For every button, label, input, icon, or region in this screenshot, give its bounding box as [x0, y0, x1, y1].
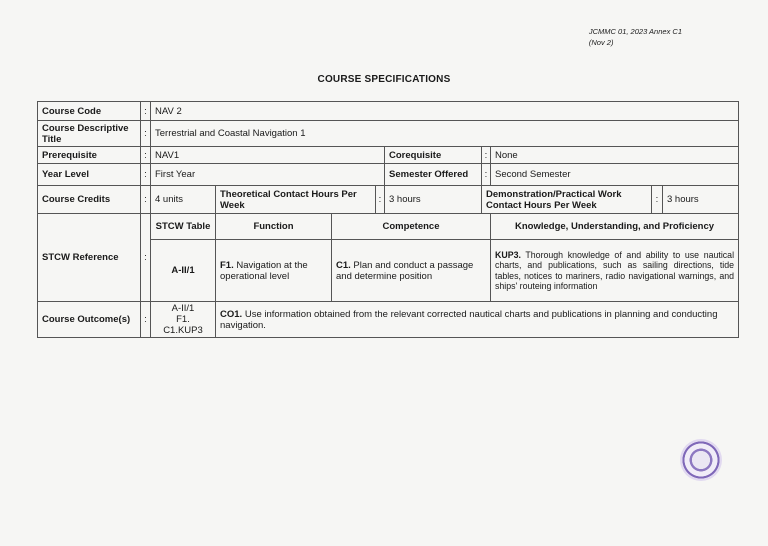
outcome-reference: A-II/1 F1. C1.KUP3: [151, 302, 216, 338]
competence-header: Competence: [332, 214, 491, 240]
prerequisite-label: Prerequisite: [38, 147, 141, 164]
course-code-value: NAV 2: [151, 102, 739, 121]
semester-label: Semester Offered: [385, 164, 482, 186]
demo-hours-label: Demonstration/Practical Work Contact Hours Per Week: [482, 186, 652, 214]
row-course-credits: Course Credits : 4 units Theoretical Contact Hours Per Week : 3 hours Demonstration/Practical Work Contact Hours Per Week : 3 hours: [38, 186, 739, 214]
descriptive-title-label: Course Descriptive Title: [38, 121, 141, 147]
kup-value: KUP3. Thorough knowledge of and ability to use nautical charts, and publications, such as sailing directions, tide tables, notices to mariners, radio navigational warnings, and ships' routeing information: [491, 240, 739, 302]
function-header: Function: [216, 214, 332, 240]
theory-hours-value: 3 hours: [385, 186, 482, 214]
row-course-code: Course Code : NAV 2: [38, 102, 739, 121]
course-code-label: Course Code: [38, 102, 141, 121]
descriptive-title-value: Terrestrial and Coastal Navigation 1: [151, 121, 739, 147]
row-course-outcome: Course Outcome(s) : A-II/1 F1. C1.KUP3 CO1. Use information obtained from the relevant corrected nautical charts and publications in planning and conducting navigation.: [38, 302, 739, 338]
credits-label: Course Credits: [38, 186, 141, 214]
prerequisite-value: NAV1: [151, 147, 385, 164]
year-level-label: Year Level: [38, 164, 141, 186]
corequisite-label: Corequisite: [385, 147, 482, 164]
theory-hours-label: Theoretical Contact Hours Per Week: [216, 186, 376, 214]
demo-hours-value: 3 hours: [663, 186, 739, 214]
institution-seal: [680, 439, 722, 481]
competence-value: C1. Plan and conduct a passage and determine position: [332, 240, 491, 302]
stcw-reference-label: STCW Reference: [38, 214, 141, 302]
credits-value: 4 units: [151, 186, 216, 214]
semester-value: Second Semester: [491, 164, 739, 186]
stcw-table-value: A-II/1: [151, 240, 216, 302]
row-stcw-header: STCW Reference : STCW Table Function Competence Knowledge, Understanding, and Proficiency: [38, 214, 739, 240]
row-prerequisite: Prerequisite : NAV1 Corequisite : None: [38, 147, 739, 164]
outcome-text: CO1. Use information obtained from the relevant corrected nautical charts and publications in planning and conducting navigation.: [216, 302, 739, 338]
year-level-value: First Year: [151, 164, 385, 186]
kup-header: Knowledge, Understanding, and Proficiency: [491, 214, 739, 240]
corequisite-value: None: [491, 147, 739, 164]
row-year-level: Year Level : First Year Semester Offered : Second Semester: [38, 164, 739, 186]
course-spec-table: [37, 101, 739, 338]
stcw-table-header: STCW Table: [151, 214, 216, 240]
page-title: COURSE SPECIFICATIONS: [317, 74, 451, 85]
outcome-label: Course Outcome(s): [38, 302, 141, 338]
function-value: F1. Navigation at the operational level: [216, 240, 332, 302]
document-reference: JCMMC 01, 2023 Annex C1 (Nov 2): [588, 27, 682, 47]
row-descriptive-title: Course Descriptive Title : Terrestrial and Coastal Navigation 1: [38, 121, 739, 147]
